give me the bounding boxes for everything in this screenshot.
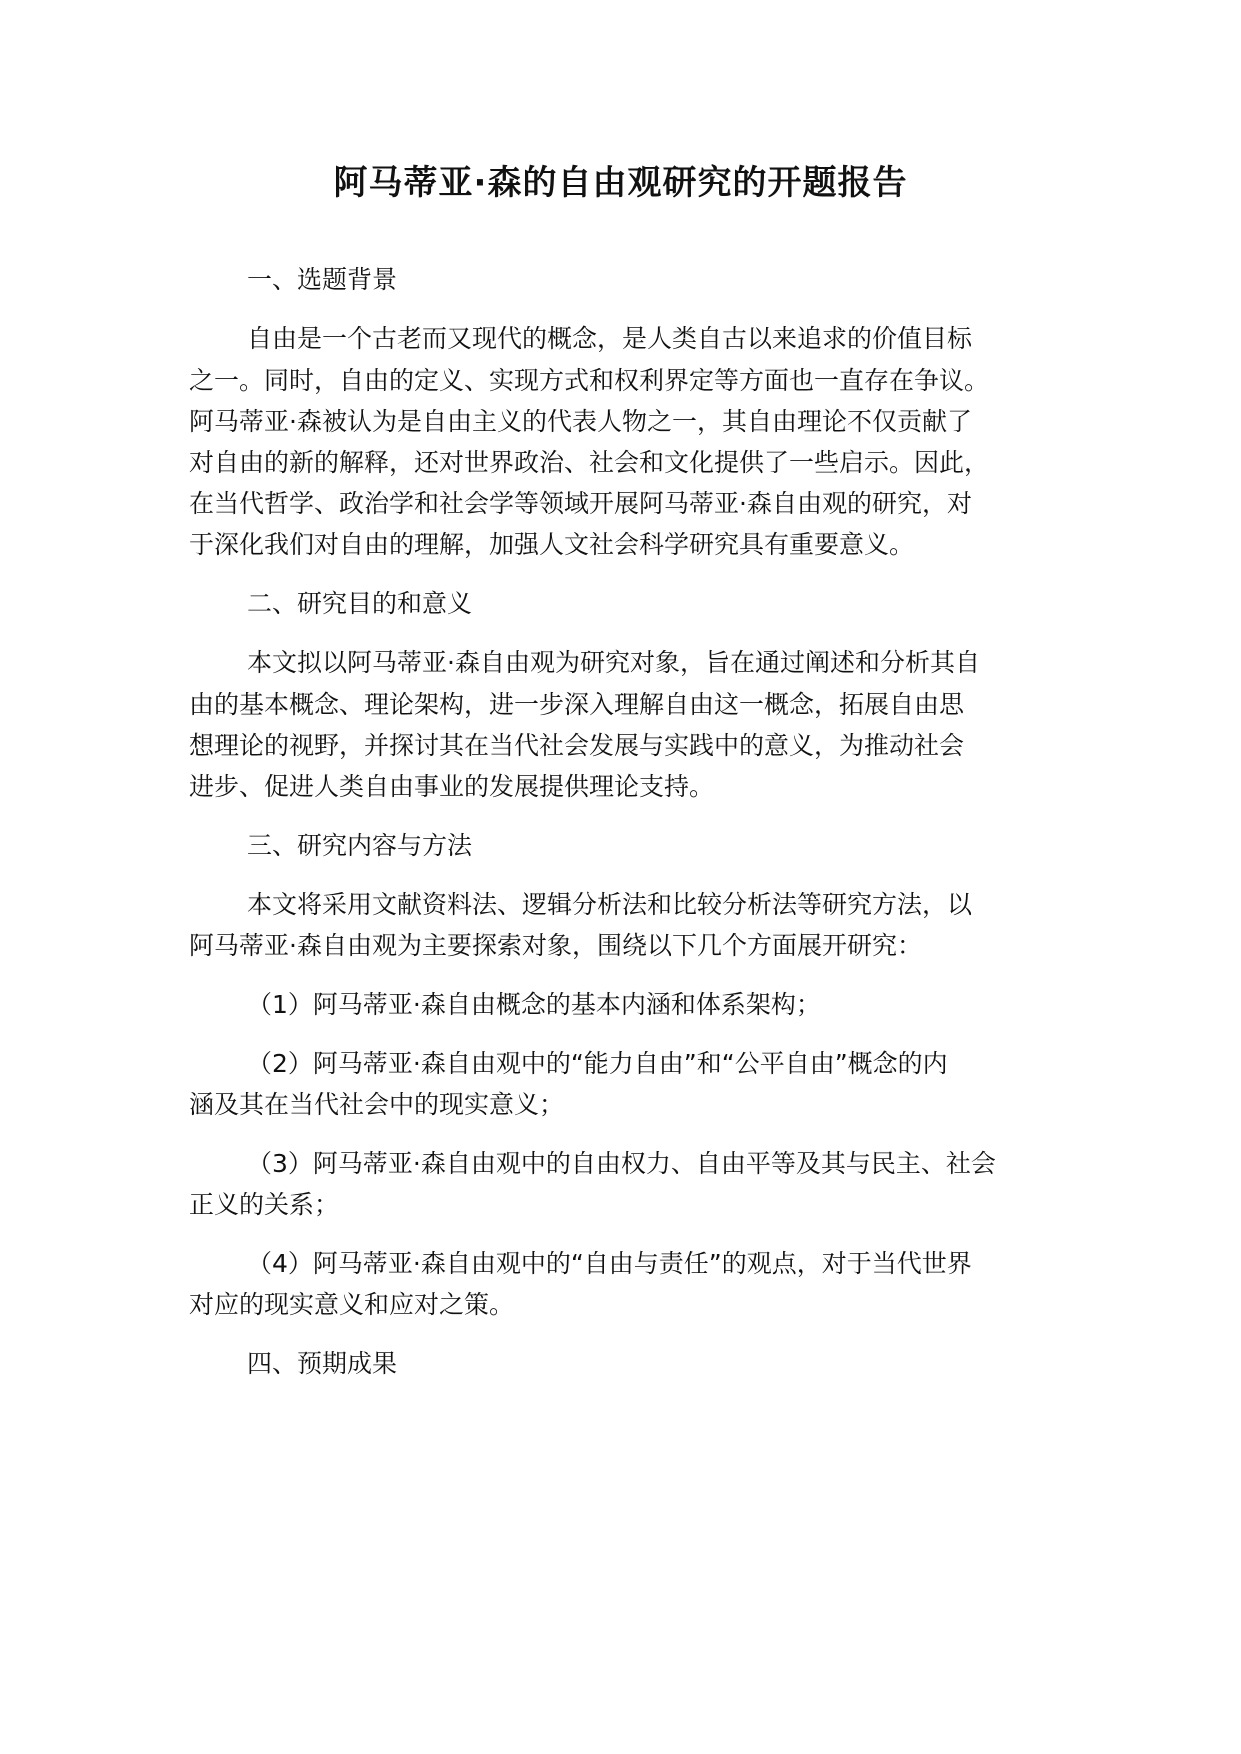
document-title: 阿马蒂亚·森的自由观研究的开题报告 xyxy=(333,163,908,203)
paragraph-line: 本文将采用文献资料法、逻辑分析法和比较分析法等研究方法，以 xyxy=(247,890,973,919)
list-item-continuation: 对应的现实意义和应对之策。 xyxy=(189,1290,515,1319)
list-item-continuation: 涵及其在当代社会中的现实意义； xyxy=(189,1090,565,1119)
list-item: （2）阿马蒂亚·森自由观中的“能力自由”和“公平自由”概念的内 xyxy=(247,1049,948,1078)
paragraph-line: 阿马蒂亚·森自由观为主要探索对象，围绕以下几个方面展开研究： xyxy=(189,931,922,960)
paragraph-line: 对自由的新的解释，还对世界政治、社会和文化提供了一些启示。因此， xyxy=(189,448,990,477)
paragraph-line: 在当代哲学、政治学和社会学等领域开展阿马蒂亚·森自由观的研究，对 xyxy=(189,489,972,518)
list-item: （1）阿马蒂亚·森自由概念的基本内涵和体系架构； xyxy=(247,990,821,1019)
paragraph-line: 本文拟以阿马蒂亚·森自由观为研究对象，旨在通过阐述和分析其自 xyxy=(247,648,980,677)
paragraph-line: 于深化我们对自由的理解，加强人文社会科学研究具有重要意义。 xyxy=(189,530,915,559)
list-item-continuation: 正义的关系； xyxy=(189,1190,340,1219)
list-item: （3）阿马蒂亚·森自由观中的自由权力、自由平等及其与民主、社会 xyxy=(247,1149,996,1178)
paragraph-line: 之一。同时，自由的定义、实现方式和权利界定等方面也一直存在争议。 xyxy=(189,366,990,395)
section-heading-2: 二、研究目的和意义 xyxy=(247,589,473,618)
list-item: （4）阿马蒂亚·森自由观中的“自由与责任”的观点，对于当代世界 xyxy=(247,1249,972,1278)
section-heading-1: 一、选题背景 xyxy=(247,265,398,294)
paragraph-line: 进步、促进人类自由事业的发展提供理论支持。 xyxy=(189,772,715,801)
paragraph-line: 由的基本概念、理论架构，进一步深入理解自由这一概念，拓展自由思 xyxy=(189,690,965,719)
paragraph-line: 想理论的视野，并探讨其在当代社会发展与实践中的意义，为推动社会 xyxy=(189,731,965,760)
section-heading-4: 四、预期成果 xyxy=(247,1349,398,1378)
paragraph-line: 自由是一个古老而又现代的概念，是人类自古以来追求的价值目标 xyxy=(247,324,973,353)
section-heading-3: 三、研究内容与方法 xyxy=(247,831,473,860)
paragraph-line: 阿马蒂亚·森被认为是自由主义的代表人物之一，其自由理论不仅贡献了 xyxy=(189,407,972,436)
